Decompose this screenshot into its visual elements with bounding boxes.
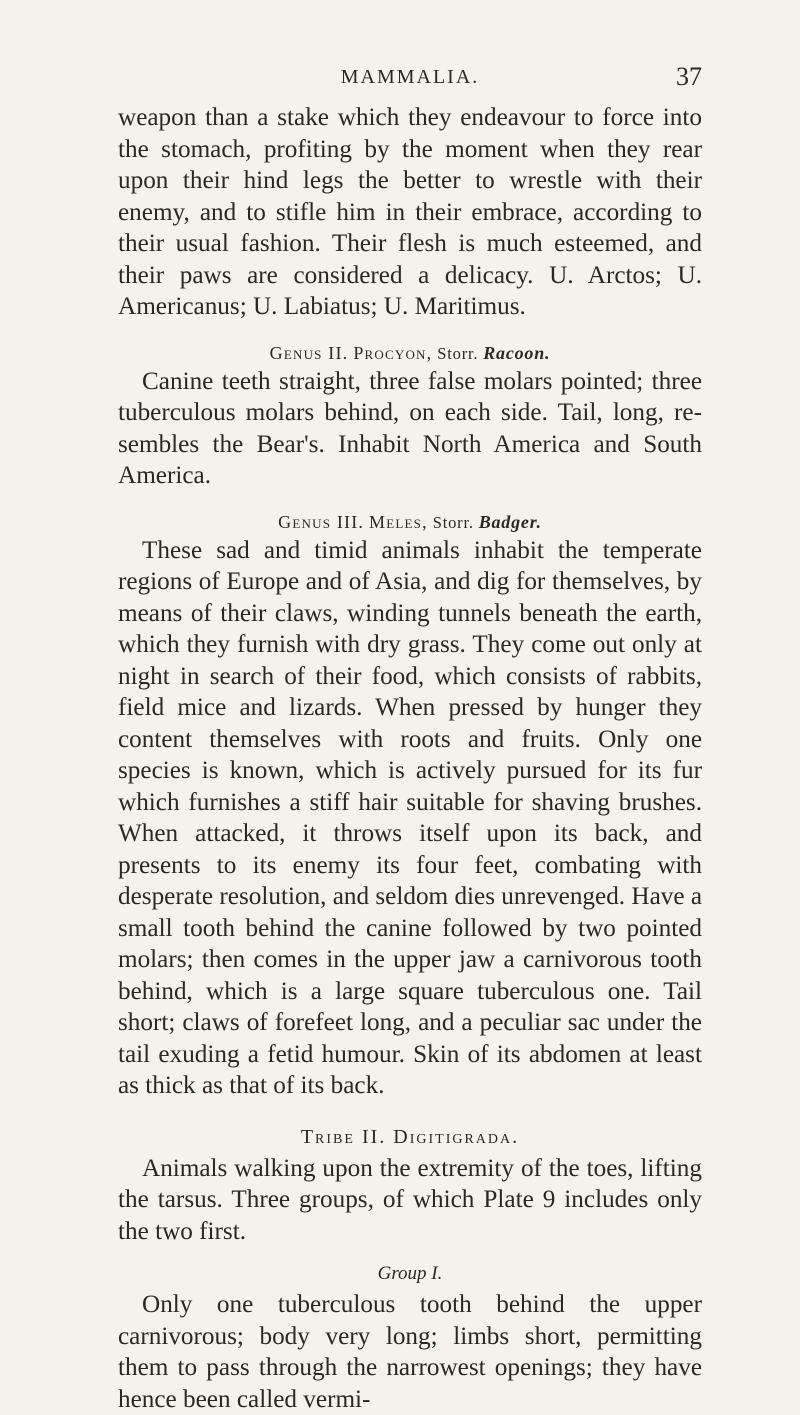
page-number: 37 — [676, 62, 702, 91]
genus-heading-procyon — [118, 343, 702, 364]
paragraph-racoon: Canine teeth straight, three false molars pointed; three tuberculous molars behind, on each side. Tail, long, resembles the Bear's. Inhabit North America and South America. — [118, 367, 702, 489]
genus-name: Meles, — [369, 511, 428, 532]
paragraph-bear-continued: weapon than a stake which they endeavour to force into the stomach, profiting by the moment when they rear upon their hind legs the better to wrestle with their enemy, and to stifle him in their embrace, according to their usual fashion. Their flesh is much esteemed, and their paws are considered a delicacy. U. Arctos; U. Americanus; U. Labiatus; U. Maritimus. — [118, 104, 702, 320]
genus-name: Procyon, — [353, 342, 433, 363]
body-text — [118, 102, 702, 1415]
genus-common-name: Badger. — [478, 511, 542, 532]
paragraph-group-one: Only one tuberculous tooth behind the upper carnivorous; body very long; limbs short, permitting them to pass through the narrowest openings; they have hence been called vermi- — [118, 1291, 702, 1413]
genus-label: Genus II. — [269, 342, 349, 363]
group-heading: Group I. — [377, 1263, 443, 1284]
paragraph-badger: These sad and timid animals inhabit the temperate regions of Europe and of Asia, and dig for themselves, by means of their claws, winding tunnels beneath the earth, which they furnish with dry grass. They come out only at night in search of their food, which consists of rabbits, field mice and lizards. When pressed by hunger they content themselves with roots and fruits. Only one species is known, which is actively pursued for its fur which furnishes a stiff hair suitable for shaving brushes. When attacked, it throws itself upon its back, and presents to its enemy its four feet, combating with desperate resolution, and seldom dies unrevenged. Have a small tooth behind the canine followed by two pointed molars; then comes in the upper jaw a carnivorous tooth behind, which is a large square tuberculous one. Tail short; claws of forefeet long, and a peculiar sac under the tail exuding a fetid humour. Skin of its abdomen at least as thick as that of its back. — [118, 536, 703, 1099]
running-head — [118, 64, 702, 94]
genus-author: Storr. — [432, 512, 474, 532]
paragraph-digitigrada: Animals walking upon the extremity of the toes, lifting the tarsus. Three groups, of which Plate 9 includes only the two first. — [118, 1154, 702, 1245]
genus-label: Genus III. — [278, 511, 365, 532]
genus-heading-meles — [118, 512, 702, 533]
running-title: MAMMALIA. — [340, 66, 480, 88]
genus-common-name: Racoon. — [483, 342, 551, 363]
genus-author: Storr. — [437, 343, 479, 363]
tribe-heading: Tribe II. Digitigrada. — [300, 1125, 520, 1148]
